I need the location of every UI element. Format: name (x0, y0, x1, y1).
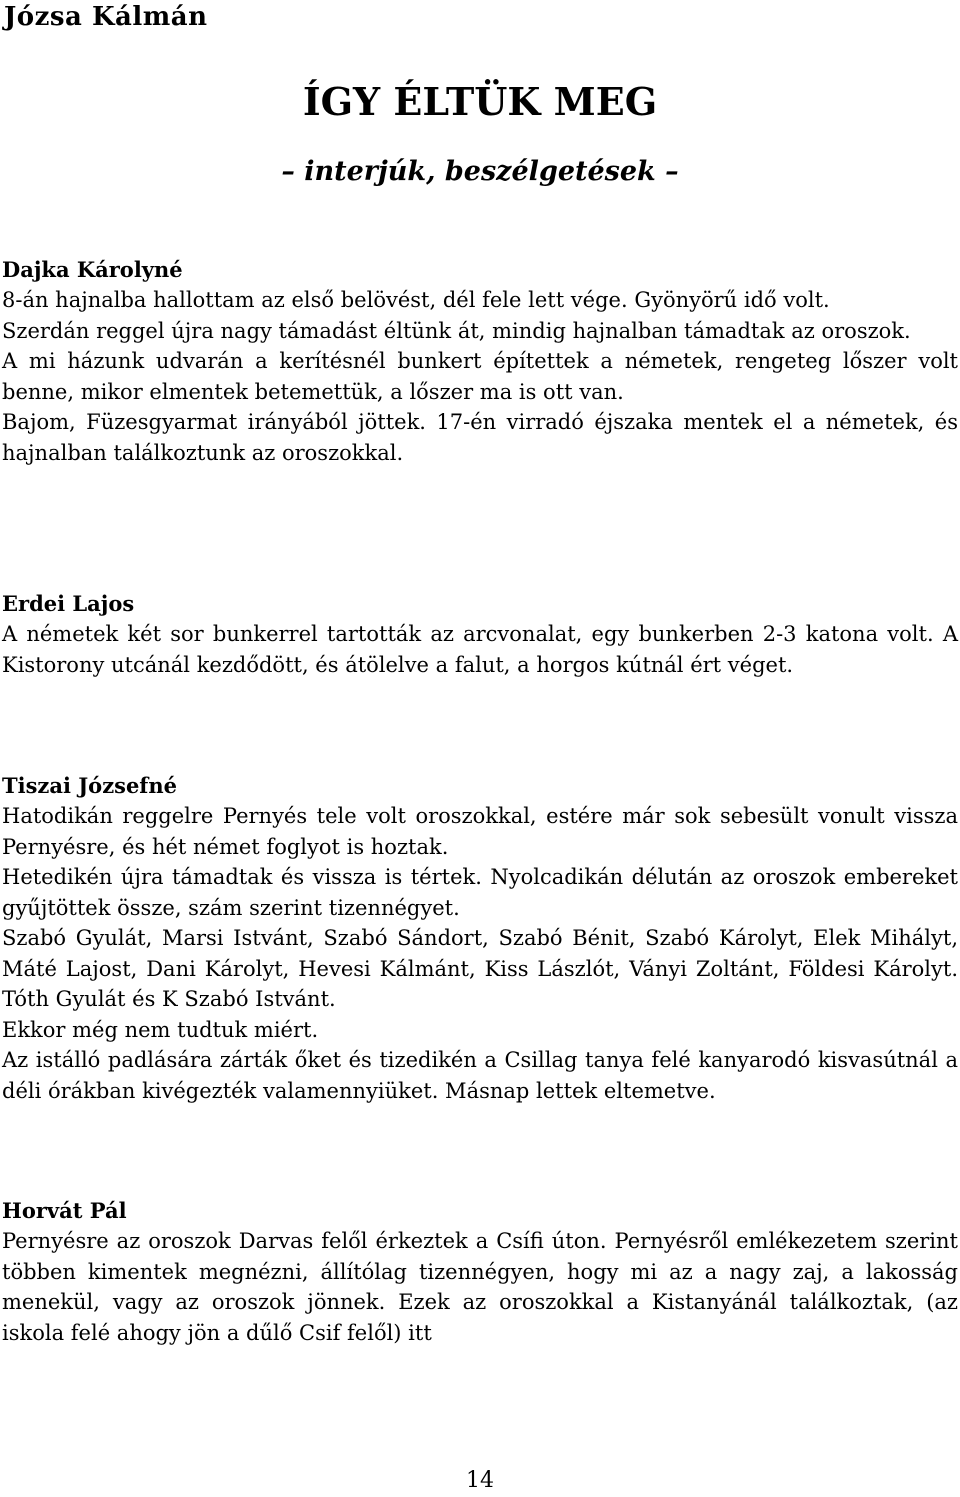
paragraph: A mi házunk udvarán a kerítésnél bunkert építettek a németek, rengeteg lőszer volt benne, mikor elmentek betemettük, a lőszer ma is ott van. (2, 349, 958, 404)
interview-section-tiszai (2, 770, 958, 1106)
paragraph: A németek két sor bunkerrel tartották az arcvonalat, egy bunkerben 2-3 katona volt. A Kistorony utcánál kezdődött, és átölelve a falut, a horgos kútnál ért véget. (2, 622, 958, 677)
paragraph: Az istálló padlására zárták őket és tizedikén a Csillag tanya felé kanyarodó kisvasútnál a déli órákban kivégezték valamennyiüket. Másnap lettek eltemetve. (2, 1048, 958, 1103)
paragraph: Szabó Gyulát, Marsi Istvánt, Szabó Sándort, Szabó Bénit, Szabó Károlyt, Elek Mihályt, Máté Lajost, Dani Károlyt, Hevesi Kálmánt, Kiss Lászlót, Ványi Zoltánt, Földesi Károlyt. Tóth Gyulát és K Szabó Istvánt. (2, 926, 958, 1011)
speaker-name: Tiszai Józsefné (2, 773, 177, 798)
speaker-name: Horvát Pál (2, 1198, 127, 1223)
paragraph: Pernyésre az oroszok Darvas felől érkeztek a Csífi úton. Pernyésről emlékezetem szerint többen kimentek megnézni, állítólag tizennégyen, hogy mi az a nagy zaj, a lakosság menekül, vagy az oroszok jönnek. Ezek az oroszokkal a Kistanyánál találkoztak, (az iskola felé ahogy jön a dűlő Csif felől) itt (2, 1229, 958, 1345)
interview-section-dajka (2, 254, 958, 468)
author-name: Józsa Kálmán (4, 2, 208, 32)
paragraph: Hetedikén újra támadtak és vissza is tértek. Nyolcadikán délután az oroszok embereket gyűjtöttek össze, szám szerint tizennégyet. (2, 865, 958, 920)
speaker-name: Dajka Károlyné (2, 257, 183, 282)
interview-section-horvat (2, 1195, 958, 1348)
page-number: 14 (466, 1468, 494, 1493)
paragraph: 8-án hajnalba hallottam az első belövést, dél fele lett vége. Gyönyörű idő volt. (2, 288, 830, 312)
speaker-name: Erdei Lajos (2, 591, 135, 616)
paragraph: Ekkor még nem tudtuk miért. (2, 1017, 319, 1042)
paragraph: Szerdán reggel újra nagy támadást éltünk át, mindig hajnalban támadtak az oroszok. (2, 318, 911, 343)
interview-section-erdei (2, 588, 958, 680)
paragraph: Bajom, Füzesgyarmat irányából jöttek. 17-én virradó éjszaka mentek el a németek, és hajnalban találkoztunk az oroszokkal. (2, 410, 958, 465)
document-title: ÍGY ÉLTÜK MEG (302, 79, 658, 124)
paragraph: Hatodikán reggelre Pernyés tele volt oroszokkal, estére már sok sebesült vonult vissza Pernyésre, és hét német foglyot is hoztak. (2, 804, 958, 859)
document-subtitle: – interjúk, beszélgetések – (281, 156, 679, 187)
